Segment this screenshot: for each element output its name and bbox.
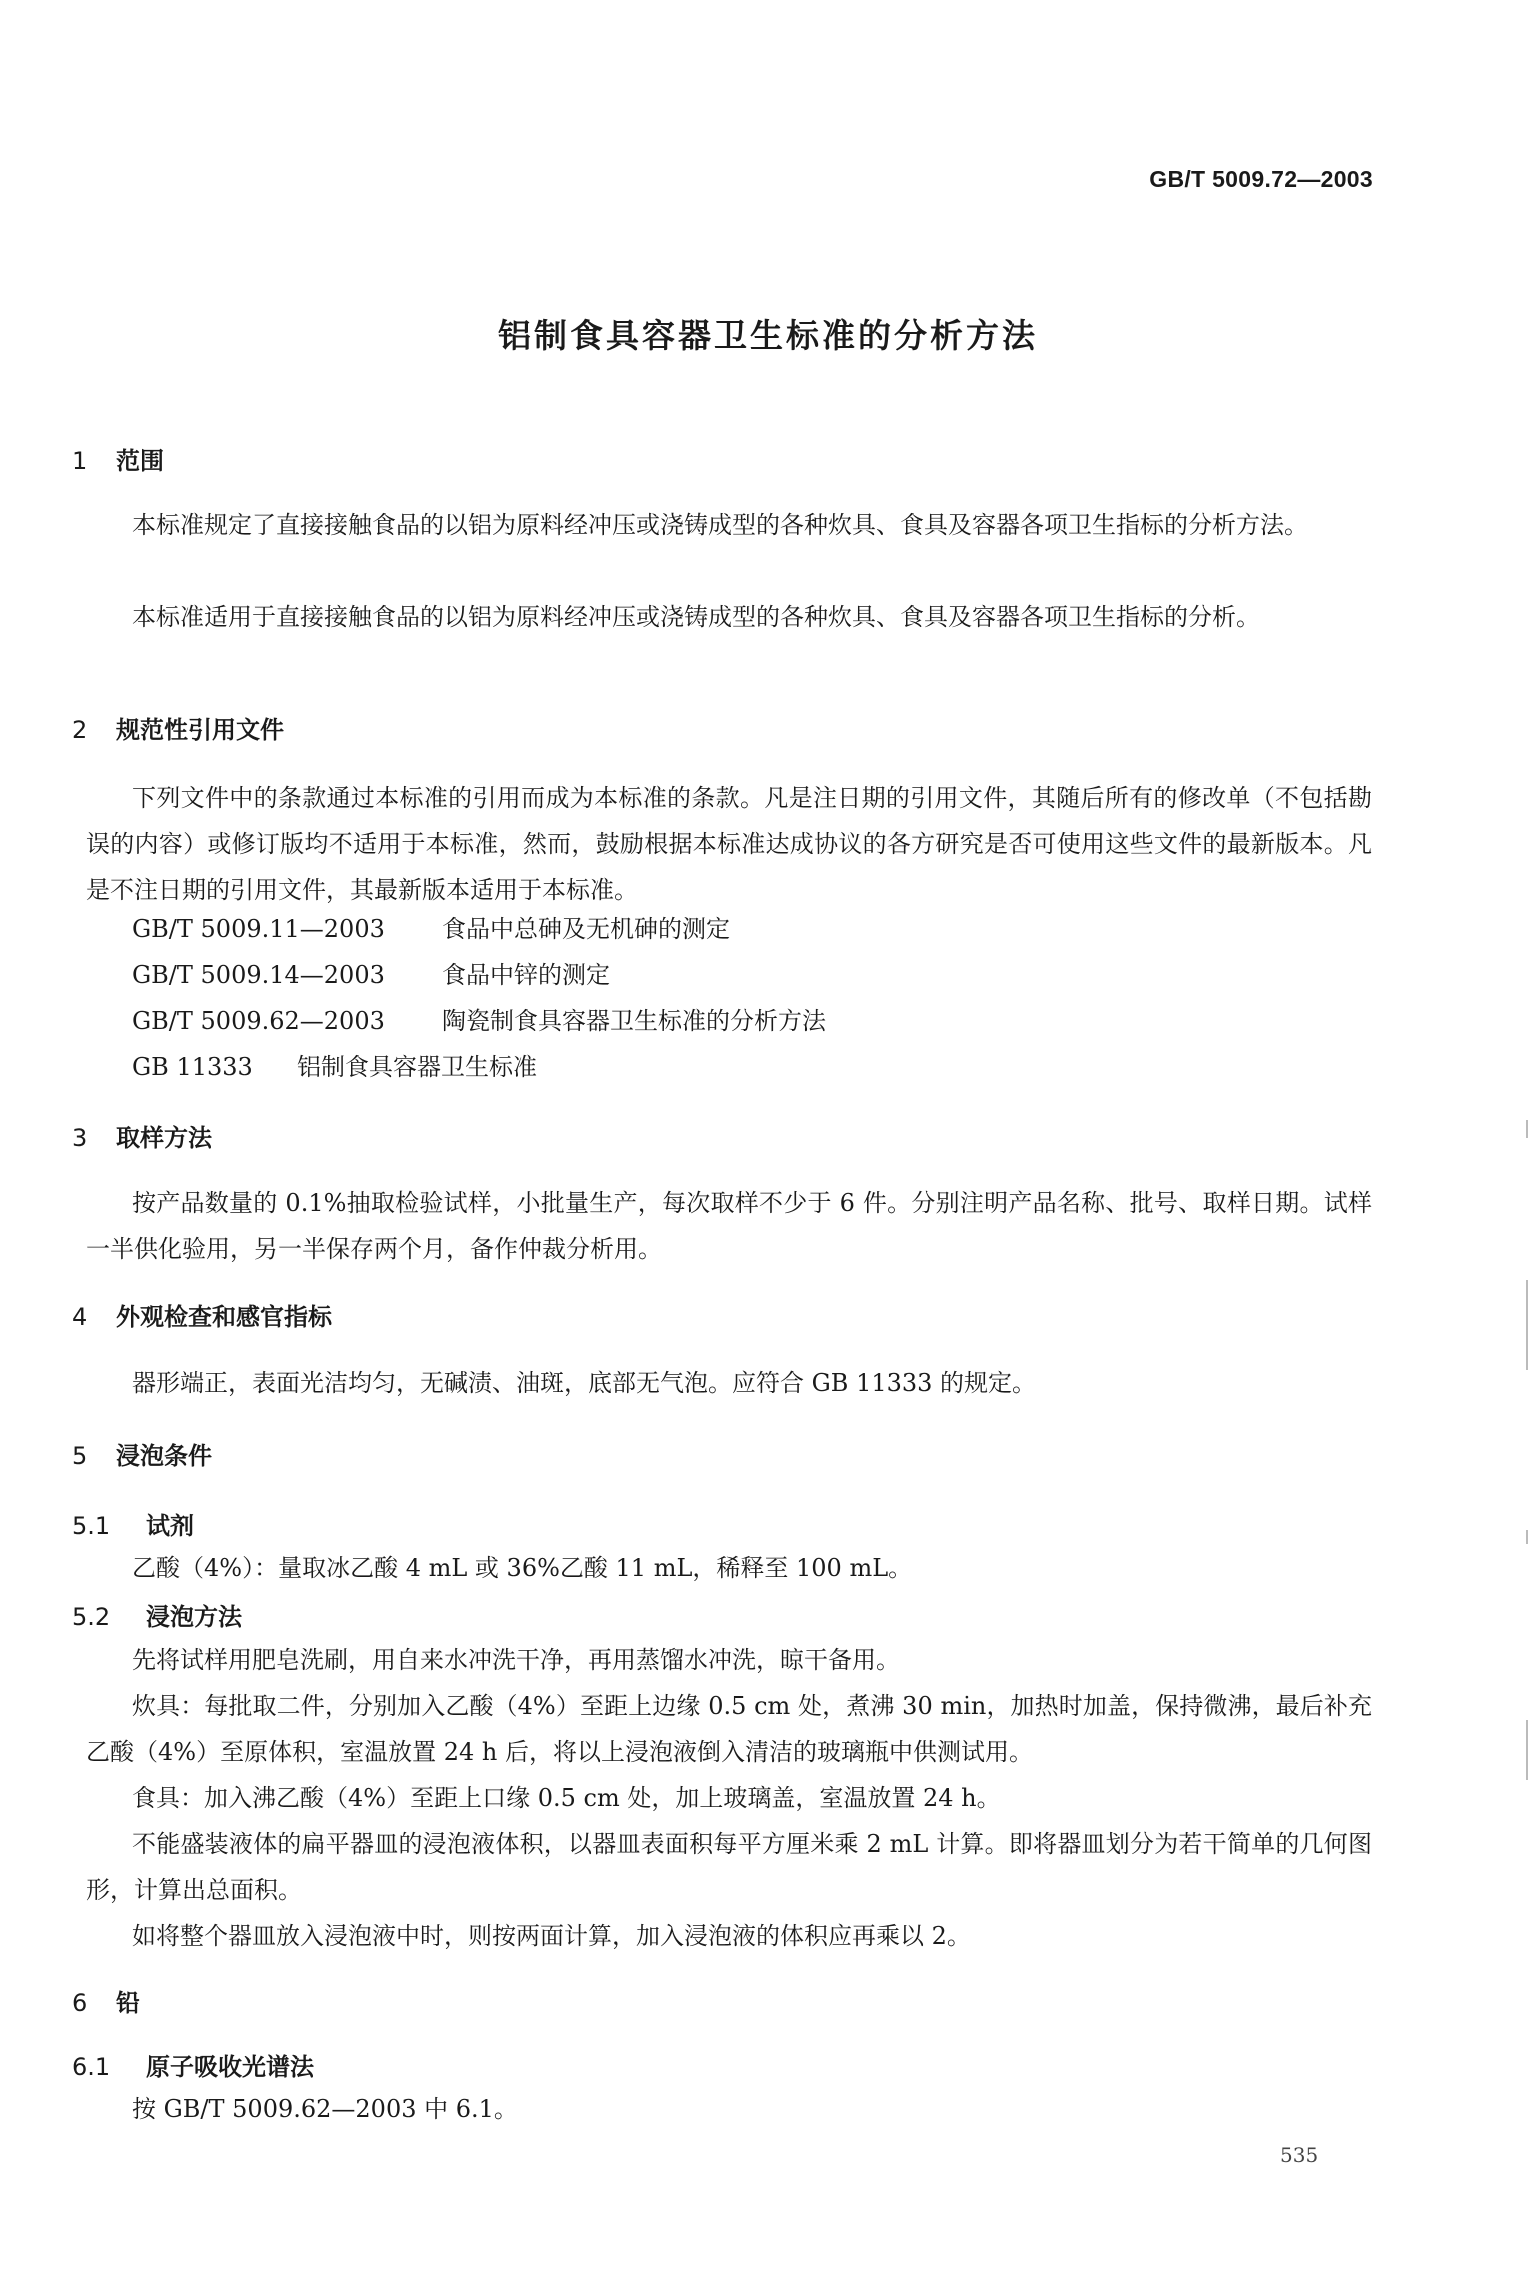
section-number: 4	[72, 1303, 88, 1331]
reference-name: 食品中总砷及无机砷的测定	[442, 915, 730, 943]
section-number: 1	[72, 447, 88, 475]
section-number: 5	[72, 1442, 88, 1470]
section-5-2-paragraph-3: 食具：加入沸乙酸（4%）至距上口缘 0.5 cm 处，加上玻璃盖，室温放置 24 h。	[132, 1784, 1001, 1812]
section-title: 外观检查和感官指标	[116, 1303, 332, 1331]
reference-name: 陶瓷制食具容器卫生标准的分析方法	[442, 1007, 826, 1035]
scan-edge-mark	[1526, 1280, 1528, 1370]
section-4-paragraph-1: 器形端正，表面光洁均匀，无碱渍、油斑，底部无气泡。应符合 GB 11333 的规定。	[132, 1369, 1037, 1397]
scan-edge-mark	[1526, 1720, 1528, 1780]
reference-code: GB/T 5009.62—2003	[132, 1007, 385, 1035]
section-number: 5.2	[72, 1603, 111, 1631]
reference-code: GB/T 5009.14—2003	[132, 961, 385, 989]
section-5-2-paragraph-4: 不能盛装液体的扁平器皿的浸泡液体积，以器皿表面积每平方厘米乘 2 mL 计算。即将器皿划分为若干简单的几何图形，计算出总面积。	[86, 1830, 1372, 1904]
section-1-heading	[72, 441, 164, 476]
section-5-1-paragraph-1: 乙酸（4%）：量取冰乙酸 4 mL 或 36%乙酸 11 mL，稀释至 100 mL。	[132, 1554, 913, 1582]
section-number: 6	[72, 1989, 88, 2017]
section-3-paragraph-1: 按产品数量的 0.1%抽取检验试样，小批量生产，每次取样不少于 6 件。分别注明产品名称、批号、取样日期。试样一半供化验用，另一半保存两个月，备作仲裁分析用。	[86, 1189, 1372, 1263]
scan-edge-mark	[1526, 1530, 1528, 1544]
reference-item	[132, 906, 1372, 952]
section-5-2-paragraph-1: 先将试样用肥皂洗刷，用自来水冲洗干净，再用蒸馏水冲洗，晾干备用。	[132, 1646, 900, 1674]
section-number: 2	[72, 716, 88, 744]
section-title: 规范性引用文件	[116, 716, 284, 744]
standard-code: GB/T 5009.72—2003	[1149, 166, 1373, 192]
section-title: 范围	[116, 447, 164, 475]
section-title: 浸泡方法	[146, 1603, 242, 1631]
section-title: 铅	[116, 1989, 140, 2017]
section-title: 原子吸收光谱法	[146, 2053, 314, 2081]
document-title: 铝制食具容器卫生标准的分析方法	[498, 316, 1038, 355]
scan-edge-mark	[1526, 1120, 1528, 1138]
section-6-heading	[72, 1983, 140, 2018]
section-title: 浸泡条件	[116, 1442, 212, 1470]
section-title: 试剂	[146, 1512, 194, 1540]
section-5-1-heading	[72, 1506, 194, 1541]
section-5-2-paragraph-2: 炊具：每批取二件，分别加入乙酸（4%）至距上边缘 0.5 cm 处，煮沸 30 min，加热时加盖，保持微沸，最后补充乙酸（4%）至原体积，室温放置 24 h 后，将以上浸泡液倒入清洁的玻璃瓶中供测试用。	[86, 1692, 1372, 1766]
reference-code: GB 11333	[132, 1053, 253, 1081]
reference-code: GB/T 5009.11—2003	[132, 915, 385, 943]
section-1-paragraph-1: 本标准规定了直接接触食品的以铝为原料经冲压或浇铸成型的各种炊具、食具及容器各项卫生指标的分析方法。	[132, 511, 1308, 539]
section-6-1-heading	[72, 2047, 314, 2082]
section-5-heading	[72, 1436, 212, 1471]
section-5-2-paragraph-5: 如将整个器皿放入浸泡液中时，则按两面计算，加入浸泡液的体积应再乘以 2。	[132, 1922, 971, 1950]
reference-name: 食品中锌的测定	[442, 961, 610, 989]
section-2-paragraph-1: 下列文件中的条款通过本标准的引用而成为本标准的条款。凡是注日期的引用文件，其随后所有的修改单（不包括勘误的内容）或修订版均不适用于本标准，然而，鼓励根据本标准达成协议的各方研究是否可使用这些文件的最新版本。凡是不注日期的引用文件，其最新版本适用于本标准。	[86, 784, 1372, 904]
page-number: 535	[1280, 2143, 1319, 2167]
section-title: 取样方法	[116, 1124, 212, 1152]
section-5-2-heading	[72, 1597, 242, 1632]
section-6-1-paragraph-1: 按 GB/T 5009.62—2003 中 6.1。	[132, 2095, 518, 2123]
section-number: 3	[72, 1124, 88, 1152]
section-1-paragraph-2: 本标准适用于直接接触食品的以铝为原料经冲压或浇铸成型的各种炊具、食具及容器各项卫生指标的分析。	[132, 603, 1260, 631]
section-4-heading	[72, 1297, 332, 1332]
reference-name: 铝制食具容器卫生标准	[297, 1053, 537, 1081]
reference-item	[132, 952, 1372, 998]
section-2-heading	[72, 710, 284, 745]
section-number: 5.1	[72, 1512, 111, 1540]
reference-item	[132, 998, 1372, 1044]
reference-item	[132, 1044, 1372, 1090]
section-number: 6.1	[72, 2053, 111, 2081]
section-3-heading	[72, 1118, 212, 1153]
